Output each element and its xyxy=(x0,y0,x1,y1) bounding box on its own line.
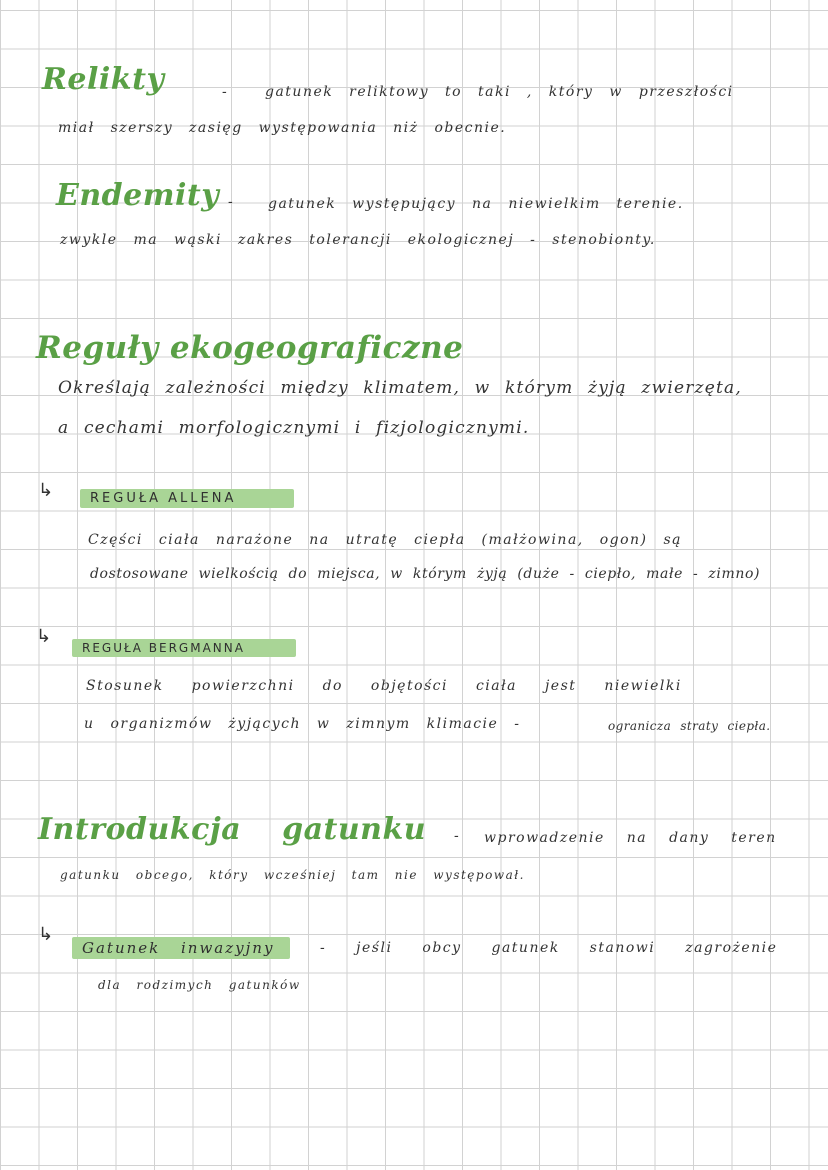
bergmann-rule-label: REGUŁA BERGMANNA xyxy=(72,639,296,657)
relikty-dash: - xyxy=(222,84,229,100)
endemity-definition-line2: zwykle ma wąski zakres tolerancji ekologicznej - stenobionty. xyxy=(60,232,656,248)
heading-endemity: Endemity xyxy=(56,178,220,213)
introdukcja-dash: - xyxy=(454,828,461,844)
allen-rule-label: REGUŁA ALLENA xyxy=(80,489,294,508)
heading-relikty: Relikty xyxy=(42,62,165,97)
introdukcja-line1: wprowadzenie na dany teren xyxy=(484,830,777,846)
inwazyjny-line2: dla rodzimych gatunków xyxy=(98,978,301,992)
endemity-dash: - xyxy=(228,194,235,210)
allen-arrow-icon: ↳ xyxy=(38,480,54,501)
allen-line1: Części ciała narażone na utratę ciepła (małżowina, ogon) są xyxy=(88,532,682,548)
introdukcja-line2: gatunku obcego, który wcześniej tam nie występował. xyxy=(60,868,525,882)
relikty-definition-line1: gatunek reliktowy to taki , który w przeszłości xyxy=(265,84,734,100)
inwazyjny-label: Gatunek inwazyjny xyxy=(72,937,290,959)
allen-line2: dostosowane wielkością do miejsca, w którym żyją (duże - ciepło, małe - zimno) xyxy=(90,566,761,582)
reguly-line2: a cechami morfologicznymi i fizjologicznymi. xyxy=(58,418,530,438)
inwazyjny-line1: - jeśli obcy gatunek stanowi zagrożenie xyxy=(320,940,778,956)
endemity-definition-line1: gatunek występujący na niewielkim terenie. xyxy=(268,196,684,212)
relikty-definition-line2: miał szerszy zasięg występowania niż obecnie. xyxy=(58,120,507,136)
bergmann-line1: Stosunek powierzchni do objętości ciała jest niewielki xyxy=(86,678,682,694)
bergmann-line2-a: u organizmów żyjących w zimnym klimacie - xyxy=(84,716,521,732)
bergmann-line2-b: ogranicza straty ciepła. xyxy=(608,719,771,733)
heading-reguly-ekogeograficzne: Reguły ekogeograficzne xyxy=(36,330,464,366)
reguly-line1: Określają zależności między klimatem, w którym żyją zwierzęta, xyxy=(58,378,742,398)
inwazyjny-arrow-icon: ↳ xyxy=(38,924,54,945)
bergmann-arrow-icon: ↳ xyxy=(36,626,52,647)
heading-introdukcja: Introdukcja gatunku xyxy=(38,812,427,847)
